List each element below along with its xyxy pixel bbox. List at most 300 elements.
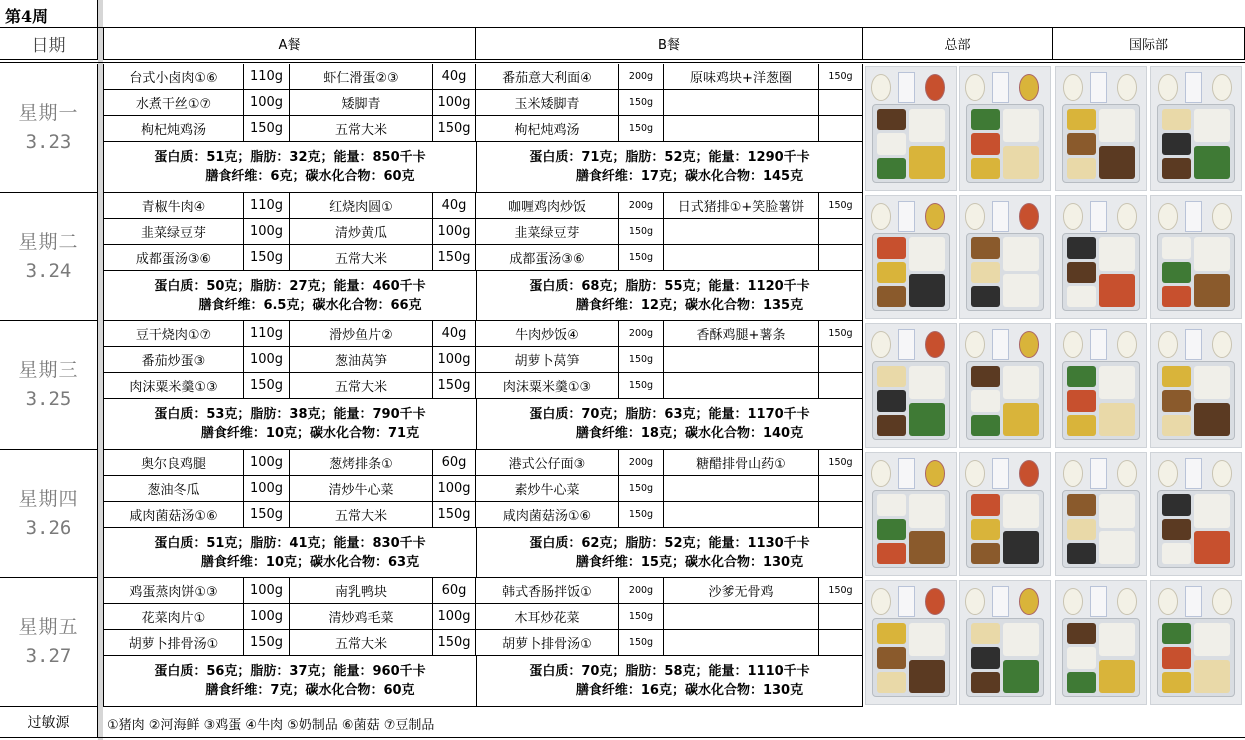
cup-icon <box>1117 588 1137 615</box>
a-menu-cell: 红烧肉圆① <box>289 193 432 219</box>
meal-photo <box>1055 580 1147 705</box>
food-portion <box>1194 623 1229 657</box>
cup-icon <box>1117 203 1137 229</box>
food-portion <box>1003 623 1038 657</box>
b-menu-cell: 咖喱鸡肉炒饭 <box>476 193 618 219</box>
day-label <box>0 450 98 578</box>
a-menu-cell: 清炒黄瓜 <box>289 219 432 245</box>
food-portion <box>877 133 906 154</box>
a-menu-cell: 番茄炒蛋③ <box>103 347 243 373</box>
a-menu-cell: 150g <box>432 245 476 271</box>
cup-icon <box>1019 203 1039 229</box>
cup-icon <box>965 460 985 486</box>
a-menu-cell: 110g <box>243 321 289 347</box>
b-menu-cell: 香酥鸡腿+薯条 <box>663 321 818 347</box>
b-menu-cell: 沙爹无骨鸡 <box>663 578 818 604</box>
food-portion <box>1162 647 1191 668</box>
nutrition-line: 膳食纤维：10克；碳水化合物：71克 <box>200 426 420 441</box>
header-gap <box>0 60 1245 63</box>
food-portion <box>1162 494 1191 515</box>
b-menu-cell: 150g <box>618 116 663 142</box>
a-menu-cell: 150g <box>432 502 476 528</box>
header-intl: 国际部 <box>1053 28 1245 60</box>
food-portion <box>1162 623 1191 644</box>
milk-carton-icon <box>898 72 914 104</box>
a-menu-cell: 肉沫粟米羹①③ <box>103 373 243 399</box>
b-nutrition <box>476 142 863 193</box>
food-tray <box>1157 104 1234 183</box>
a-menu-cell: 胡萝卜排骨汤① <box>103 630 243 656</box>
nutrition-line: 膳食纤维：7克；碳水化合物：60克 <box>205 683 415 698</box>
a-menu-cell: 40g <box>432 321 476 347</box>
b-menu-cell <box>818 245 863 271</box>
meal-photo <box>865 580 957 705</box>
b-menu-cell: 枸杞炖鸡汤 <box>476 116 618 142</box>
nutrition-line: 蛋白质：70克；脂肪：63克；能量：1170千卡 <box>529 407 810 422</box>
food-portion <box>971 109 1000 130</box>
date: 3.24 <box>25 259 72 282</box>
food-portion <box>1162 109 1191 130</box>
b-nutrition <box>476 656 863 707</box>
cup-icon <box>965 588 985 615</box>
a-menu-cell: 五常大米 <box>289 116 432 142</box>
a-menu-cell: 五常大米 <box>289 373 432 399</box>
a-menu-cell: 100g <box>432 347 476 373</box>
b-menu-cell: 150g <box>818 64 863 90</box>
b-menu-cell <box>663 347 818 373</box>
food-portion <box>1194 274 1229 307</box>
food-portion <box>909 660 944 693</box>
meal-photo <box>1055 195 1147 319</box>
footer-line <box>0 737 1245 738</box>
a-menu-cell: 清炒鸡毛菜 <box>289 604 432 630</box>
food-portion <box>1162 286 1191 307</box>
weekday: 星期一 <box>18 102 79 124</box>
a-menu-cell: 100g <box>432 604 476 630</box>
food-portion <box>1099 623 1134 657</box>
food-portion <box>1003 660 1038 693</box>
cup-icon <box>965 331 985 358</box>
a-nutrition <box>103 656 476 707</box>
food-portion <box>1194 237 1229 270</box>
food-portion <box>971 133 1000 154</box>
milk-carton-icon <box>992 458 1008 489</box>
a-menu-cell: 葱烤排条① <box>289 450 432 476</box>
nutrition-line: 蛋白质：68克；脂肪：55克；能量：1120千卡 <box>529 278 810 294</box>
food-tray <box>1062 618 1139 697</box>
cup-icon <box>965 203 985 229</box>
b-menu-cell: 胡萝卜莴笋 <box>476 347 618 373</box>
food-portion <box>1067 543 1096 564</box>
b-menu-cell: 牛肉炒饭④ <box>476 321 618 347</box>
a-menu-cell: 鸡蛋蒸肉饼①③ <box>103 578 243 604</box>
nutrition-line: 膳食纤维：17克；碳水化合物：145克 <box>575 169 804 184</box>
food-portion <box>1003 109 1038 143</box>
b-menu-cell: 150g <box>818 450 863 476</box>
cup-icon <box>925 74 945 101</box>
a-menu-cell: 100g <box>243 219 289 245</box>
food-tray <box>872 104 949 183</box>
a-menu-cell: 100g <box>432 476 476 502</box>
b-menu-cell: 胡萝卜排骨汤① <box>476 630 618 656</box>
allergen-label: 过敏源 <box>0 707 98 737</box>
milk-carton-icon <box>1185 458 1201 489</box>
meal-photo <box>1055 452 1147 576</box>
meal-photo <box>1055 323 1147 448</box>
a-menu-cell: 100g <box>243 578 289 604</box>
b-menu-cell: 素炒牛心菜 <box>476 476 618 502</box>
meal-photo <box>959 195 1051 319</box>
cup-icon <box>871 460 891 486</box>
food-portion <box>909 623 944 657</box>
a-menu-cell: 虾仁滑蛋②③ <box>289 64 432 90</box>
food-portion <box>909 109 944 143</box>
a-menu-cell: 150g <box>243 373 289 399</box>
food-portion <box>909 494 944 527</box>
food-portion <box>909 146 944 179</box>
meal-photo <box>959 323 1051 448</box>
weekday: 星期三 <box>18 359 79 381</box>
a-menu-cell: 100g <box>243 90 289 116</box>
cup-icon <box>1158 74 1178 101</box>
b-menu-cell <box>663 245 818 271</box>
food-portion <box>877 286 906 307</box>
b-menu-cell <box>663 476 818 502</box>
food-portion <box>1003 366 1038 400</box>
cup-icon <box>871 588 891 615</box>
nutrition-line: 膳食纤维：16克；碳水化合物：130克 <box>575 683 804 698</box>
b-menu-cell <box>663 502 818 528</box>
a-menu-cell: 韭菜绿豆芽 <box>103 219 243 245</box>
milk-carton-icon <box>1090 329 1106 361</box>
food-portion <box>1067 262 1096 283</box>
a-nutrition <box>103 271 476 321</box>
milk-carton-icon <box>1185 201 1201 232</box>
nutrition-line: 膳食纤维：6克；碳水化合物：60克 <box>205 169 415 184</box>
food-portion <box>1194 109 1229 143</box>
food-portion <box>971 366 1000 387</box>
food-portion <box>877 672 906 693</box>
food-portion <box>877 519 906 540</box>
b-menu-cell: 肉沫粟米羹①③ <box>476 373 618 399</box>
milk-carton-icon <box>1090 458 1106 489</box>
b-menu-cell: 150g <box>618 373 663 399</box>
food-portion <box>1099 109 1134 143</box>
cup-icon <box>1019 588 1039 615</box>
cup-icon <box>1158 588 1178 615</box>
a-menu-cell: 60g <box>432 450 476 476</box>
a-menu-cell: 清炒牛心菜 <box>289 476 432 502</box>
a-menu-cell: 滑炒鱼片② <box>289 321 432 347</box>
b-menu-cell <box>818 90 863 116</box>
milk-carton-icon <box>1090 201 1106 232</box>
b-menu-cell: 150g <box>618 90 663 116</box>
cup-icon <box>1117 74 1137 101</box>
b-nutrition <box>476 528 863 578</box>
b-menu-cell: 玉米矮脚青 <box>476 90 618 116</box>
food-portion <box>971 543 1000 564</box>
b-menu-cell: 150g <box>618 604 663 630</box>
food-portion <box>1162 415 1191 436</box>
food-portion <box>877 647 906 668</box>
food-portion <box>971 262 1000 283</box>
b-menu-cell <box>818 502 863 528</box>
food-portion <box>1003 146 1038 179</box>
food-tray <box>1157 361 1234 440</box>
milk-carton-icon <box>992 72 1008 104</box>
food-portion <box>1099 237 1134 270</box>
a-menu-cell: 150g <box>243 502 289 528</box>
b-menu-cell <box>663 604 818 630</box>
b-menu-cell: 番茄意大利面④ <box>476 64 618 90</box>
a-menu-cell: 150g <box>432 630 476 656</box>
food-portion <box>971 647 1000 668</box>
b-nutrition <box>476 271 863 321</box>
milk-carton-icon <box>1185 329 1201 361</box>
week-label: 第4周 <box>5 7 49 26</box>
allergen-legend: ①猪肉 ②河海鲜 ③鸡蛋 ④牛肉 ⑤奶制品 ⑥菌菇 ⑦豆制品 <box>107 718 435 733</box>
b-menu-cell <box>663 116 818 142</box>
food-portion <box>877 262 906 283</box>
food-portion <box>877 158 906 179</box>
weekday: 星期四 <box>18 487 79 510</box>
b-menu-cell: 200g <box>618 64 663 90</box>
nutrition-line: 膳食纤维：18克；碳水化合物：140克 <box>575 426 804 441</box>
food-portion <box>1067 133 1096 154</box>
food-portion <box>877 366 906 387</box>
food-portion <box>1067 366 1096 387</box>
b-menu-cell: 韩式香肠拌饭① <box>476 578 618 604</box>
cup-icon <box>1212 203 1232 229</box>
a-menu-cell: 40g <box>432 64 476 90</box>
b-menu-cell <box>818 373 863 399</box>
b-menu-cell: 成都蛋汤③⑥ <box>476 245 618 271</box>
food-portion <box>1162 519 1191 540</box>
header-date: 日期 <box>0 28 98 60</box>
b-menu-cell: 原味鸡块+洋葱圈 <box>663 64 818 90</box>
cup-icon <box>925 588 945 615</box>
food-portion <box>1067 623 1096 644</box>
meal-photo <box>1150 66 1242 191</box>
b-menu-cell <box>663 219 818 245</box>
b-menu-cell <box>818 116 863 142</box>
b-menu-cell: 木耳炒花菜 <box>476 604 618 630</box>
meal-photo <box>865 195 957 319</box>
food-portion <box>1067 237 1096 258</box>
a-menu-cell: 成都蛋汤③⑥ <box>103 245 243 271</box>
food-portion <box>909 237 944 270</box>
nutrition-line: 蛋白质：51克；脂肪：41克；能量：830千卡 <box>154 535 426 551</box>
day-label <box>0 193 98 321</box>
milk-carton-icon <box>992 586 1008 618</box>
b-menu-cell <box>818 630 863 656</box>
b-menu-cell: 150g <box>618 347 663 373</box>
a-menu-cell: 枸杞炖鸡汤 <box>103 116 243 142</box>
milk-carton-icon <box>1185 72 1201 104</box>
cup-icon <box>1019 74 1039 101</box>
a-menu-cell: 100g <box>432 219 476 245</box>
a-menu-cell: 五常大米 <box>289 502 432 528</box>
food-tray <box>1157 618 1234 697</box>
food-portion <box>877 623 906 644</box>
day-label <box>0 578 98 707</box>
a-menu-cell: 100g <box>243 450 289 476</box>
header-b-meal: B餐 <box>476 28 863 60</box>
food-tray <box>966 490 1043 568</box>
food-tray <box>966 618 1043 697</box>
food-portion <box>1099 146 1134 179</box>
food-portion <box>909 274 944 307</box>
food-tray <box>966 104 1043 183</box>
cup-icon <box>1117 331 1137 358</box>
b-menu-cell: 200g <box>618 321 663 347</box>
cup-icon <box>1063 203 1083 229</box>
a-menu-cell: 南乳鸭块 <box>289 578 432 604</box>
b-menu-cell <box>663 90 818 116</box>
a-menu-cell: 五常大米 <box>289 245 432 271</box>
food-portion <box>909 403 944 436</box>
nutrition-line: 蛋白质：51克；脂肪：32克；能量：850千卡 <box>154 150 426 165</box>
food-portion <box>909 531 944 564</box>
food-tray <box>1157 490 1234 568</box>
nutrition-line: 蛋白质：53克；脂肪：38克；能量：790千卡 <box>154 407 426 422</box>
b-menu-cell: 200g <box>618 193 663 219</box>
nutrition-line: 膳食纤维：12克；碳水化合物：135克 <box>575 297 804 313</box>
cup-icon <box>1063 74 1083 101</box>
food-portion <box>1003 494 1038 527</box>
food-portion <box>1067 647 1096 668</box>
a-nutrition <box>103 142 476 193</box>
b-menu-cell: 港式公仔面③ <box>476 450 618 476</box>
food-portion <box>1003 531 1038 564</box>
food-portion <box>971 286 1000 307</box>
date: 3.27 <box>25 645 72 667</box>
a-menu-cell: 青椒牛肉④ <box>103 193 243 219</box>
day-label <box>0 321 98 450</box>
food-portion <box>1067 494 1096 515</box>
milk-carton-icon <box>898 458 914 489</box>
meal-photo <box>865 66 957 191</box>
date: 3.25 <box>25 388 72 410</box>
food-portion <box>971 237 1000 258</box>
a-menu-cell: 葱油冬瓜 <box>103 476 243 502</box>
cup-icon <box>925 203 945 229</box>
food-portion <box>1067 519 1096 540</box>
food-portion <box>971 390 1000 411</box>
food-portion <box>877 109 906 130</box>
meal-photo <box>1055 66 1147 191</box>
food-portion <box>1067 109 1096 130</box>
food-portion <box>971 672 1000 693</box>
meal-photo <box>1150 195 1242 319</box>
milk-carton-icon <box>992 201 1008 232</box>
food-tray <box>1062 490 1139 568</box>
a-nutrition <box>103 399 476 450</box>
cup-icon <box>925 331 945 358</box>
a-menu-cell: 100g <box>432 90 476 116</box>
food-portion <box>971 519 1000 540</box>
meal-photo <box>865 452 957 576</box>
cup-icon <box>1063 331 1083 358</box>
cup-icon <box>1158 460 1178 486</box>
b-menu-cell: 150g <box>618 245 663 271</box>
a-menu-cell: 葱油莴笋 <box>289 347 432 373</box>
food-portion <box>1099 494 1134 527</box>
food-tray <box>872 618 949 697</box>
food-tray <box>1062 361 1139 440</box>
a-menu-cell: 咸肉菌菇汤①⑥ <box>103 502 243 528</box>
b-nutrition <box>476 399 863 450</box>
cup-icon <box>1212 460 1232 486</box>
food-portion <box>1194 531 1229 564</box>
food-portion <box>1099 403 1134 436</box>
food-portion <box>1099 274 1134 307</box>
a-menu-cell: 150g <box>432 373 476 399</box>
food-portion <box>877 494 906 515</box>
meal-photo <box>959 452 1051 576</box>
food-portion <box>1162 543 1191 564</box>
a-nutrition <box>103 528 476 578</box>
b-menu-cell: 150g <box>818 578 863 604</box>
a-menu-cell: 100g <box>243 604 289 630</box>
food-portion <box>1162 672 1191 693</box>
b-menu-cell: 糖醋排骨山药① <box>663 450 818 476</box>
food-portion <box>1162 390 1191 411</box>
date: 3.26 <box>25 516 72 539</box>
food-portion <box>877 390 906 411</box>
day-label <box>0 64 98 193</box>
cup-icon <box>871 331 891 358</box>
a-menu-cell: 豆干烧肉①⑦ <box>103 321 243 347</box>
b-menu-cell: 150g <box>818 321 863 347</box>
meal-photo <box>865 323 957 448</box>
food-portion <box>1003 237 1038 270</box>
b-menu-cell <box>663 630 818 656</box>
b-menu-cell: 150g <box>618 219 663 245</box>
food-portion <box>1194 403 1229 436</box>
cup-icon <box>1063 588 1083 615</box>
a-menu-cell: 矮脚青 <box>289 90 432 116</box>
cup-icon <box>1212 331 1232 358</box>
b-menu-cell: 150g <box>818 193 863 219</box>
food-tray <box>1062 104 1139 183</box>
cup-icon <box>965 74 985 101</box>
food-tray <box>1062 233 1139 311</box>
nutrition-line: 膳食纤维：10克；碳水化合物：63克 <box>200 554 420 570</box>
b-menu-cell: 150g <box>618 630 663 656</box>
a-menu-cell: 150g <box>243 245 289 271</box>
header-hq: 总部 <box>863 28 1053 60</box>
nutrition-line: 蛋白质：50克；脂肪：27克；能量：460千卡 <box>154 278 426 294</box>
food-portion <box>1162 237 1191 258</box>
a-menu-cell: 100g <box>243 476 289 502</box>
food-portion <box>1099 531 1134 564</box>
b-menu-cell <box>663 373 818 399</box>
food-tray <box>966 361 1043 440</box>
nutrition-line: 蛋白质：62克；脂肪：52克；能量：1130千卡 <box>529 535 810 551</box>
a-menu-cell: 150g <box>243 116 289 142</box>
cup-icon <box>1019 460 1039 486</box>
a-menu-cell: 奥尔良鸡腿 <box>103 450 243 476</box>
cup-icon <box>1212 74 1232 101</box>
cup-icon <box>1158 203 1178 229</box>
food-tray <box>966 233 1043 311</box>
b-menu-cell: 150g <box>618 502 663 528</box>
food-tray <box>872 233 949 311</box>
milk-carton-icon <box>992 329 1008 361</box>
food-portion <box>1067 286 1096 307</box>
nutrition-line: 蛋白质：70克；脂肪：58克；能量：1110千卡 <box>529 664 810 679</box>
